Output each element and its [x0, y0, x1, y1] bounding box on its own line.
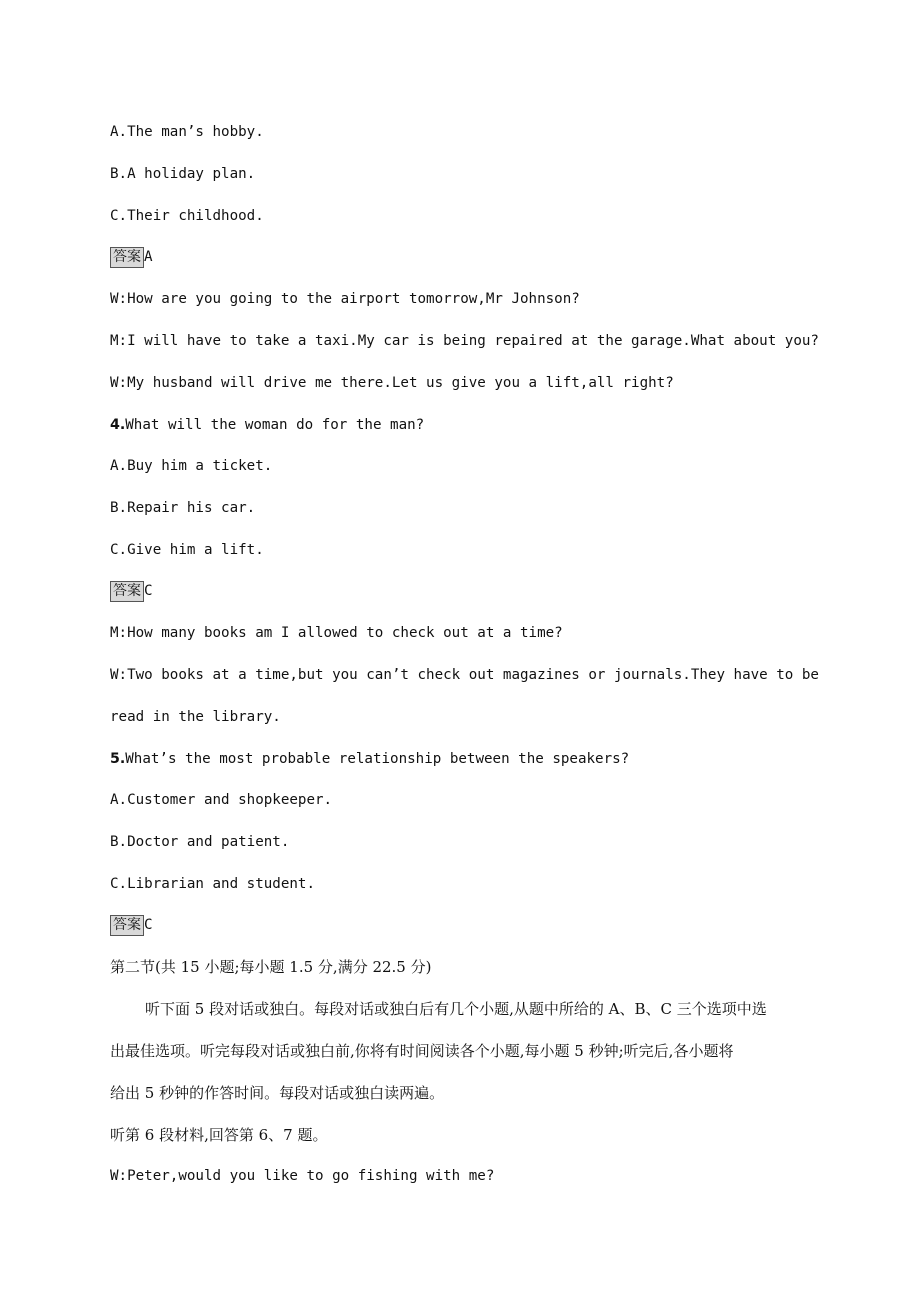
- answer-value: C: [144, 583, 153, 599]
- dialogue-line: read in the library.: [110, 709, 281, 725]
- answer-row: [110, 914, 810, 936]
- dialogue-line: W:How are you going to the airport tomorrow,Mr Johnson?: [110, 291, 580, 307]
- option-c: C.Librarian and student.: [110, 876, 315, 892]
- dialogue-line: W:My husband will drive me there.Let us give you a lift,all right?: [110, 375, 674, 391]
- answer-value: A: [144, 249, 153, 265]
- option-a: A.The man’s hobby.: [110, 124, 264, 140]
- option-b: B.A holiday plan.: [110, 166, 256, 182]
- dialogue-line: W:Two books at a time,but you can’t check out magazines or journals.They have to be: [110, 667, 819, 683]
- dialogue-line: M:How many books am I allowed to check out at a time?: [110, 625, 563, 641]
- instruction-line: 出最佳选项。听完每段对话或独白前,你将有时间阅读各个小题,每小题 5 秒钟;听完后,各小题将: [110, 1042, 734, 1060]
- dialogue-line: M:I will have to take a taxi.My car is being repaired at the garage.What about you?: [110, 333, 819, 349]
- instruction-line: 给出 5 秒钟的作答时间。每段对话或独白读两遍。: [110, 1084, 445, 1102]
- instruction-line: 听下面 5 段对话或独白。每段对话或独白后有几个小题,从题中所给的 A、B、C 三个选项中选: [145, 1000, 767, 1018]
- question-text: What will the woman do for the man?: [125, 417, 425, 433]
- answer-label: 答案: [110, 581, 144, 602]
- option-a: A.Buy him a ticket.: [110, 458, 273, 474]
- answer-label: 答案: [110, 247, 144, 268]
- option-b: B.Doctor and patient.: [110, 834, 290, 850]
- question-number: 5.: [110, 751, 126, 767]
- question-5: [110, 748, 810, 770]
- answer-row: [110, 580, 810, 602]
- answer-value: C: [144, 917, 153, 933]
- option-c: C.Give him a lift.: [110, 542, 264, 558]
- question-text: What’s the most probable relationship between the speakers?: [125, 751, 630, 767]
- question-number: 4.: [110, 417, 126, 433]
- answer-row: [110, 246, 810, 268]
- dialogue-line: W:Peter,would you like to go fishing with me?: [110, 1168, 495, 1184]
- option-c: C.Their childhood.: [110, 208, 264, 224]
- option-b: B.Repair his car.: [110, 500, 256, 516]
- answer-label: 答案: [110, 915, 144, 936]
- section-heading: 第二节(共 15 小题;每小题 1.5 分,满分 22.5 分): [110, 958, 432, 976]
- option-a: A.Customer and shopkeeper.: [110, 792, 333, 808]
- question-4: [110, 414, 810, 436]
- material-heading: 听第 6 段材料,回答第 6、7 题。: [110, 1126, 328, 1144]
